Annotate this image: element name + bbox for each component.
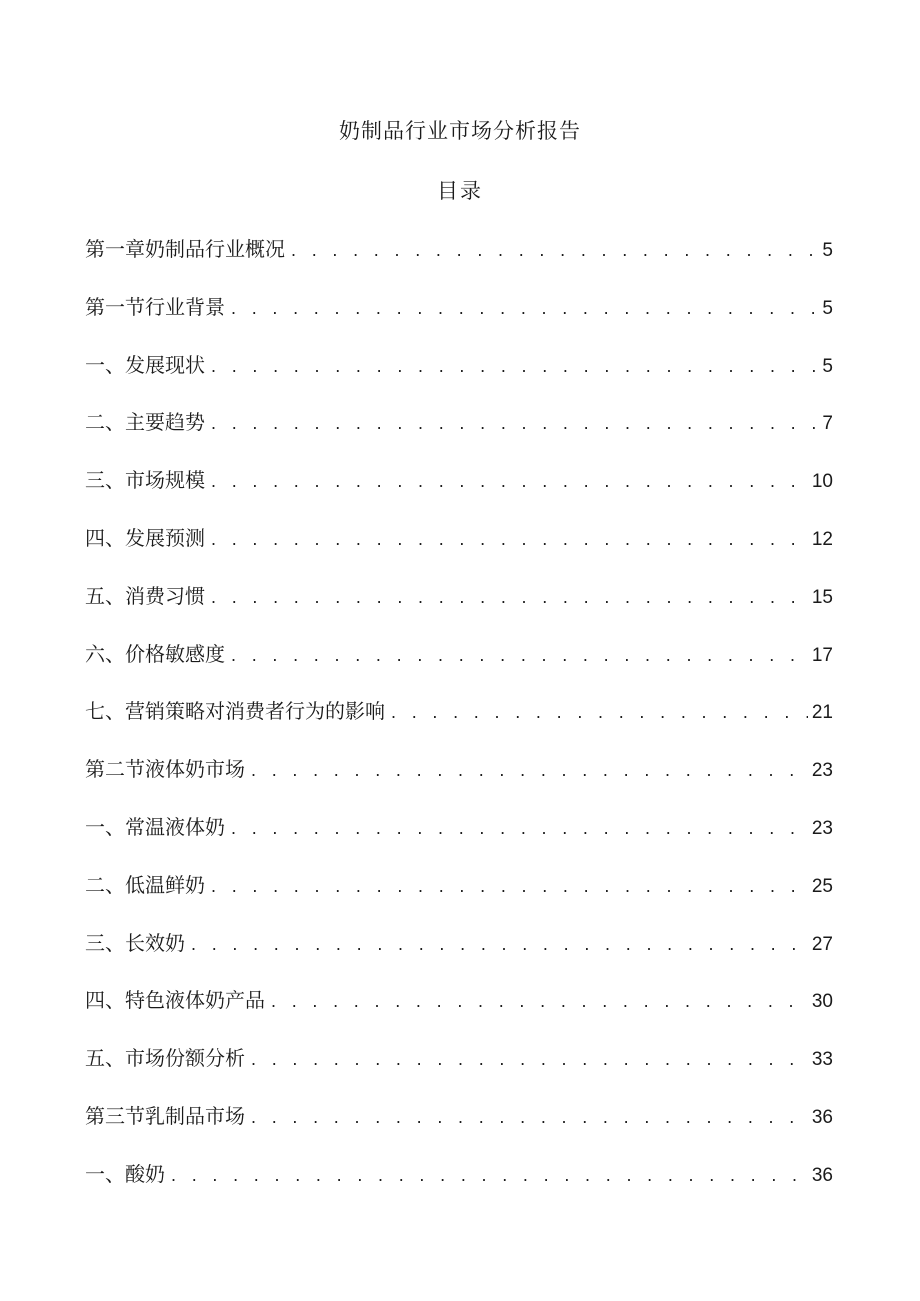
toc-entry-label: 二、主要趋势 [85, 410, 205, 435]
toc-dot-leader [191, 929, 808, 959]
toc-entry[interactable] [85, 754, 833, 812]
toc-entry-page: 36 [811, 1106, 833, 1128]
toc-entry[interactable] [85, 1043, 833, 1101]
toc-entry-label: 六、价格敏感度 [85, 641, 225, 666]
toc-dot-leader [211, 524, 808, 554]
toc-dot-leader [211, 582, 808, 612]
toc-entry-label: 四、特色液体奶产品 [85, 988, 265, 1013]
toc-entry-page: 5 [822, 240, 833, 261]
toc-entry-page: 27 [811, 933, 833, 955]
toc-entry[interactable] [85, 234, 833, 292]
toc-entry-label: 一、常温液体奶 [85, 814, 225, 839]
toc-entry[interactable] [85, 350, 833, 408]
toc-entry[interactable] [85, 1159, 833, 1217]
toc-dot-leader [211, 408, 818, 438]
toc-dot-leader [251, 755, 808, 785]
toc-dot-leader [251, 1102, 808, 1132]
toc-entry-page: 10 [811, 471, 833, 493]
toc-entry-label: 一、发展现状 [85, 352, 205, 377]
toc-dot-leader [271, 986, 808, 1016]
toc-entry-label: 第二节液体奶市场 [85, 757, 245, 782]
toc-entry-page: 36 [811, 1164, 833, 1186]
toc-dot-leader [231, 640, 808, 670]
toc-entry-page: 33 [811, 1049, 833, 1071]
toc-entry-label: 三、长效奶 [85, 930, 185, 955]
toc-entry-label: 第一章奶制品行业概况 [85, 237, 285, 261]
toc-dot-leader [231, 293, 818, 323]
document-title: 奶制品行业市场分析报告 [339, 119, 581, 143]
toc-entry-label: 一、酸奶 [85, 1161, 165, 1186]
toc-entry-page: 17 [811, 644, 833, 666]
toc-entry-label: 第三节乳制品市场 [85, 1103, 245, 1128]
toc-entry-page: 12 [811, 528, 833, 550]
toc-entry[interactable] [85, 812, 833, 870]
toc-entry[interactable] [85, 523, 833, 581]
toc-entry-page: 25 [811, 875, 833, 897]
toc-dot-leader [211, 466, 808, 496]
toc-entry-page: 7 [822, 413, 833, 435]
toc-entry-label: 第一节行业背景 [85, 294, 225, 319]
toc-entry-page: 30 [811, 991, 833, 1013]
toc-entry-label: 二、低温鲜奶 [85, 872, 205, 897]
toc-entry-page: 23 [811, 817, 833, 839]
toc-dot-leader [291, 235, 818, 265]
toc-entry[interactable] [85, 985, 833, 1043]
toc-entry[interactable] [85, 1101, 833, 1159]
toc-dot-leader [211, 351, 818, 381]
toc-entry[interactable] [85, 696, 833, 754]
toc-entry-label: 四、发展预测 [85, 525, 205, 550]
toc-heading: 目录 [437, 179, 483, 203]
toc-entry[interactable] [85, 465, 833, 523]
table-of-contents [85, 234, 833, 1217]
toc-entry-page: 15 [811, 586, 833, 608]
toc-entry-page: 21 [811, 702, 833, 724]
toc-dot-leader [231, 813, 808, 843]
toc-dot-leader [251, 1044, 808, 1074]
toc-entry-label: 三、市场规模 [85, 468, 205, 493]
toc-entry[interactable] [85, 407, 833, 465]
toc-entry[interactable] [85, 928, 833, 986]
toc-entry[interactable] [85, 292, 833, 350]
toc-entry[interactable] [85, 639, 833, 697]
toc-dot-leader [391, 697, 808, 727]
toc-entry-label: 七、营销策略对消费者行为的影响 [85, 699, 385, 724]
toc-entry[interactable] [85, 870, 833, 928]
toc-entry-page: 5 [822, 297, 833, 319]
toc-entry-label: 五、市场份额分析 [85, 1046, 245, 1071]
toc-entry-page: 5 [822, 355, 833, 377]
toc-entry[interactable] [85, 581, 833, 639]
toc-entry-page: 23 [811, 760, 833, 782]
toc-dot-leader [211, 871, 808, 901]
toc-dot-leader [171, 1160, 808, 1190]
toc-entry-label: 五、消费习惯 [85, 583, 205, 608]
